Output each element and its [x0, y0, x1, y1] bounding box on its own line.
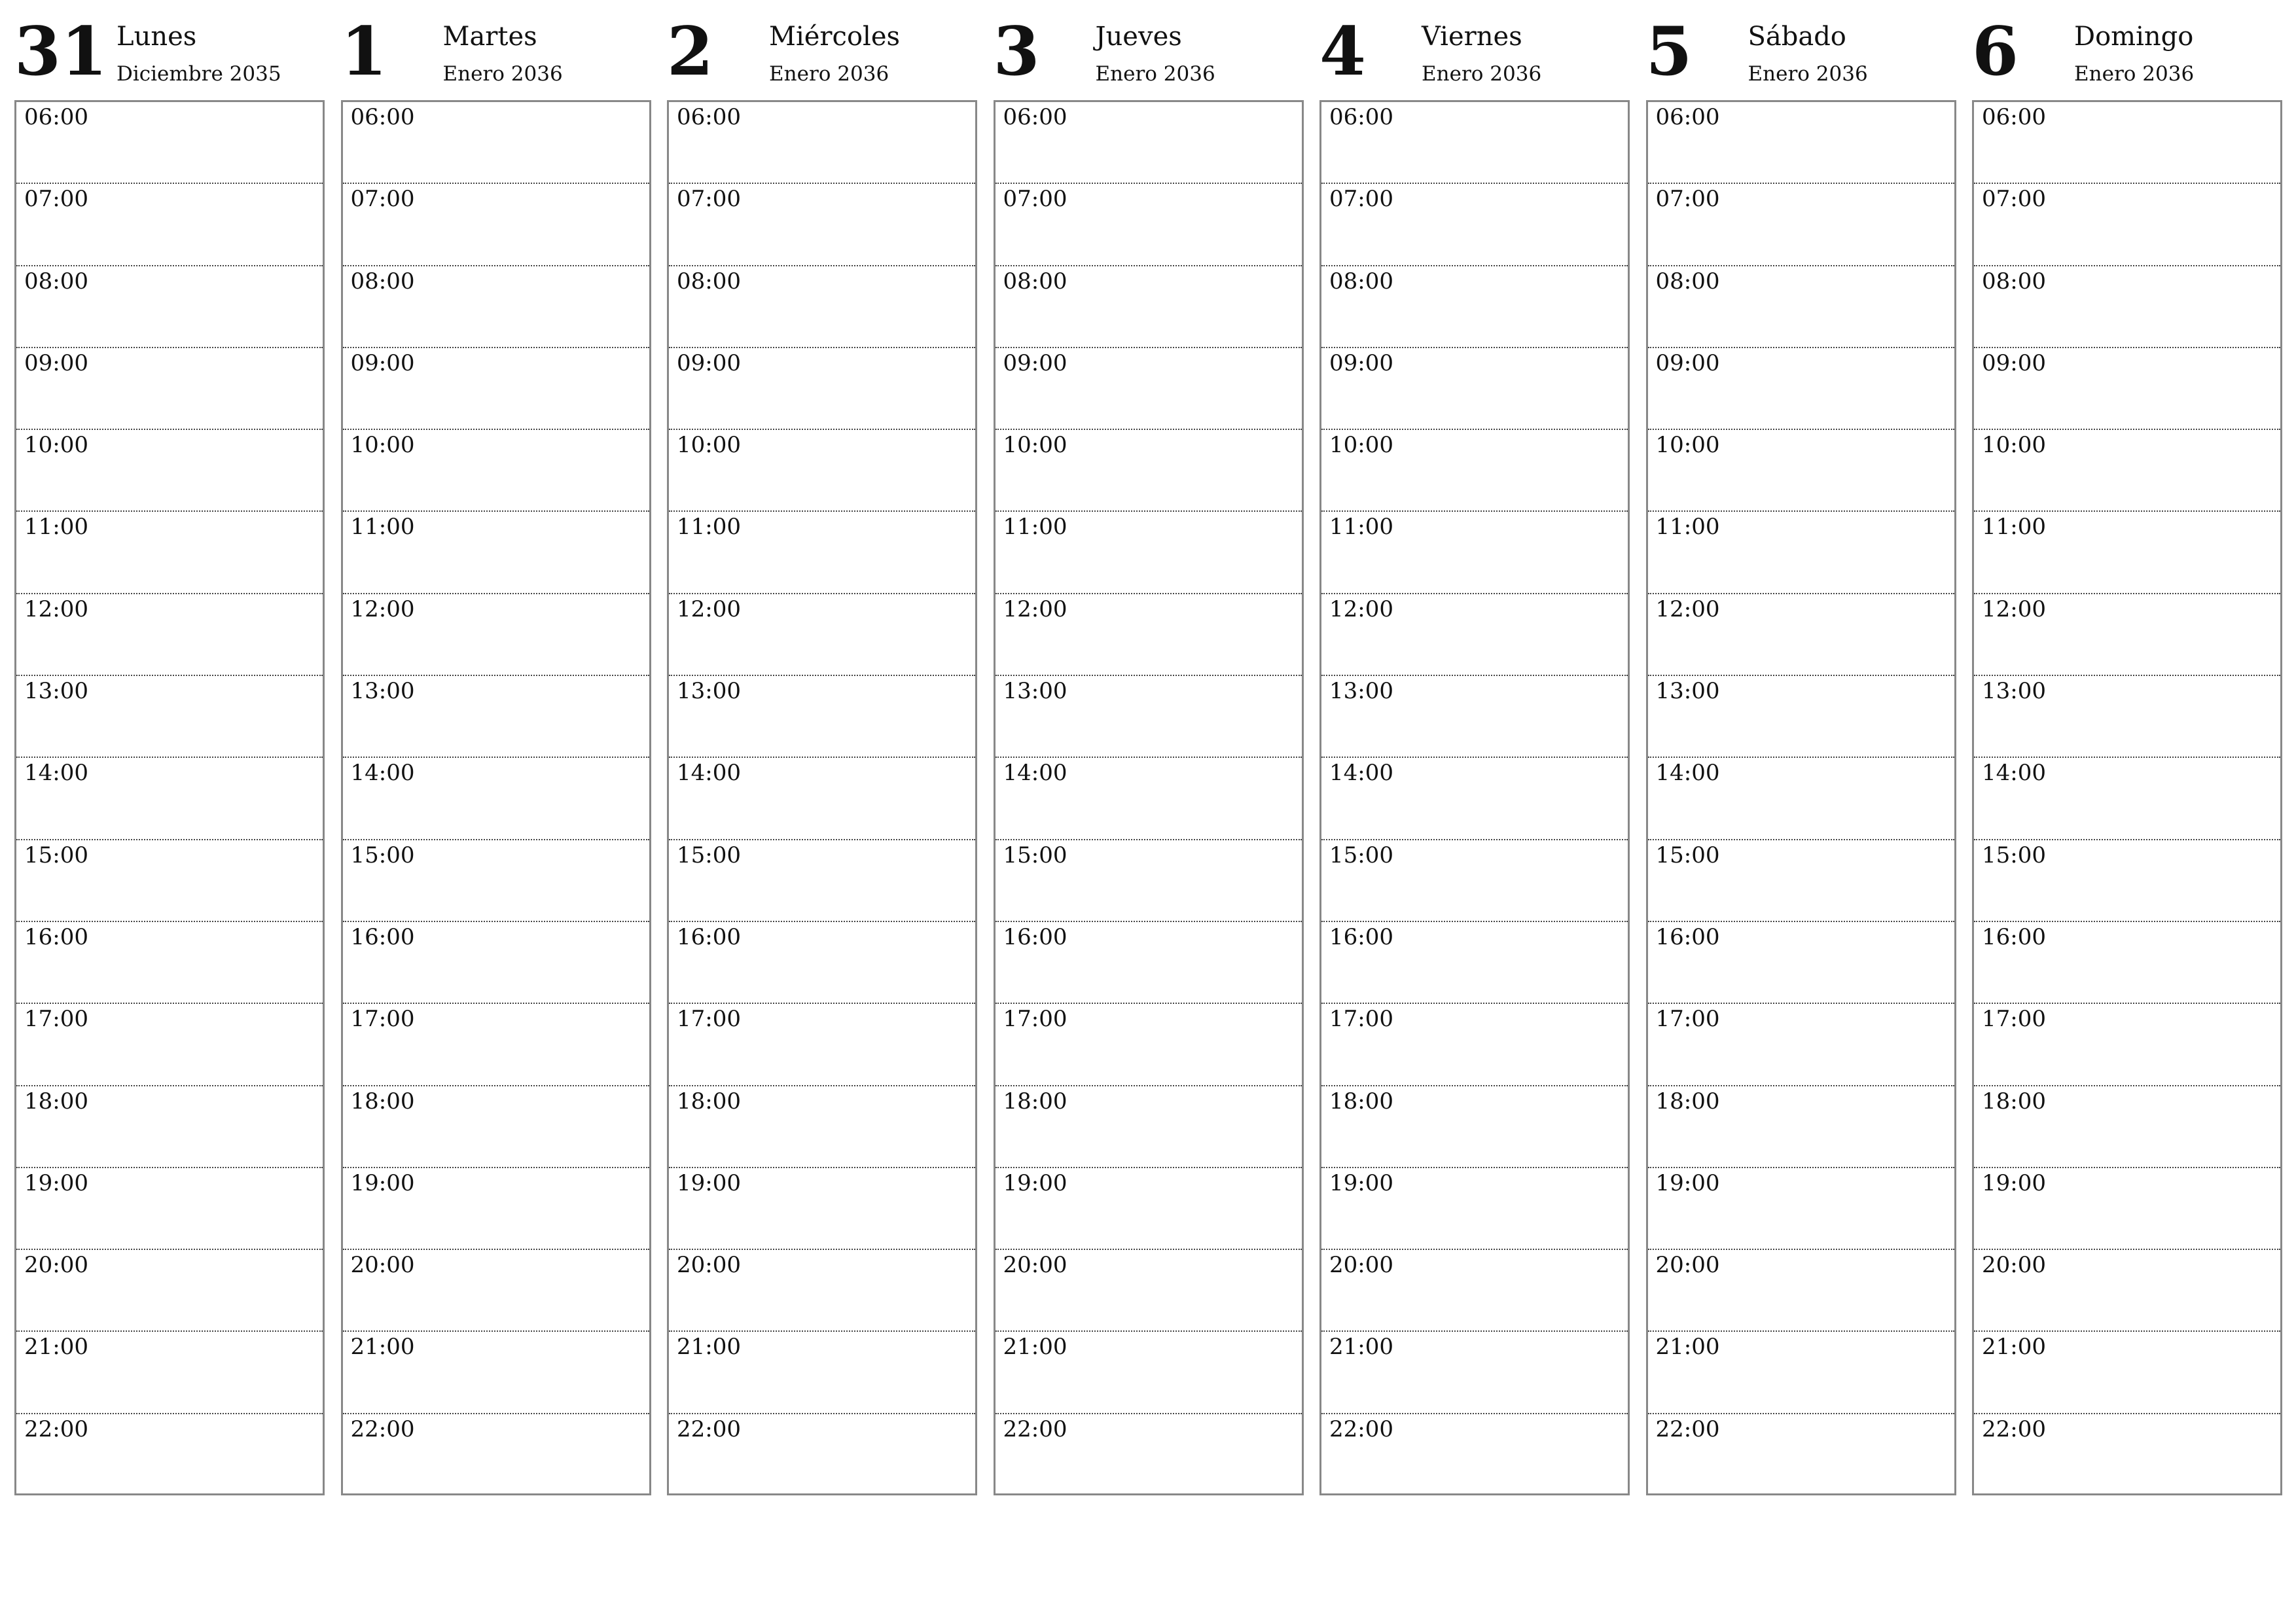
- time-slot[interactable]: [1648, 348, 1954, 430]
- time-slot[interactable]: [1974, 102, 2280, 184]
- day-number: 2: [667, 12, 713, 91]
- time-label: 11:00: [1982, 514, 2046, 541]
- time-slot[interactable]: [996, 1004, 1302, 1086]
- time-slot[interactable]: [669, 1332, 975, 1414]
- time-slot[interactable]: [343, 594, 649, 676]
- time-slot[interactable]: [669, 430, 975, 512]
- time-slot[interactable]: [343, 512, 649, 594]
- time-label: 09:00: [677, 349, 741, 376]
- time-slot[interactable]: [16, 1004, 323, 1086]
- time-label: 08:00: [1982, 268, 2046, 294]
- time-label: 12:00: [24, 596, 88, 622]
- time-label: 19:00: [1655, 1169, 1720, 1196]
- time-label: 22:00: [1003, 1416, 1067, 1442]
- day-number: 4: [1319, 12, 1366, 91]
- time-label: 19:00: [1003, 1169, 1067, 1196]
- day-name: Jueves: [1095, 22, 1182, 52]
- time-slot[interactable]: [996, 676, 1302, 758]
- time-label: 10:00: [1655, 432, 1720, 459]
- time-slot[interactable]: [669, 1414, 975, 1496]
- time-label: 06:00: [1329, 104, 1393, 130]
- time-label: 11:00: [1329, 514, 1393, 541]
- time-slot[interactable]: [996, 430, 1302, 512]
- day-schedule-box: [1319, 100, 1630, 1495]
- day-schedule-box: [14, 100, 325, 1495]
- time-slot[interactable]: [1648, 1332, 1954, 1414]
- day-name: Martes: [442, 22, 537, 52]
- time-slot[interactable]: [1648, 594, 1954, 676]
- time-slot[interactable]: [1648, 1168, 1954, 1250]
- time-slot[interactable]: [16, 1332, 323, 1414]
- month-label: Diciembre 2035: [117, 62, 281, 86]
- time-label: 15:00: [350, 842, 415, 868]
- time-label: 12:00: [677, 596, 741, 622]
- day-number: 6: [1972, 12, 2018, 91]
- time-slot[interactable]: [343, 266, 649, 348]
- month-label: Enero 2036: [1422, 62, 1542, 86]
- time-label: 18:00: [1329, 1088, 1393, 1115]
- time-slot[interactable]: [669, 594, 975, 676]
- time-label: 06:00: [350, 104, 415, 130]
- time-label: 11:00: [1003, 514, 1067, 541]
- time-slot[interactable]: [16, 1250, 323, 1332]
- time-slot[interactable]: [996, 1086, 1302, 1168]
- time-slot[interactable]: [1321, 1004, 1628, 1086]
- time-slot[interactable]: [1321, 348, 1628, 430]
- time-label: 10:00: [1982, 432, 2046, 459]
- time-label: 20:00: [1982, 1252, 2046, 1279]
- day-schedule-box: [667, 100, 977, 1495]
- time-slot[interactable]: [1974, 922, 2280, 1004]
- time-slot[interactable]: [669, 1250, 975, 1332]
- time-label: 10:00: [1003, 432, 1067, 459]
- time-slot[interactable]: [1974, 430, 2280, 512]
- time-slot[interactable]: [1648, 266, 1954, 348]
- time-label: 17:00: [1329, 1006, 1393, 1033]
- time-label: 06:00: [24, 104, 88, 130]
- time-slot[interactable]: [1648, 1414, 1954, 1496]
- time-label: 14:00: [24, 760, 88, 787]
- time-label: 21:00: [350, 1334, 415, 1361]
- time-slot[interactable]: [343, 184, 649, 266]
- time-label: 14:00: [1655, 760, 1720, 787]
- time-slot[interactable]: [1974, 266, 2280, 348]
- time-label: 13:00: [677, 678, 741, 705]
- time-label: 13:00: [1982, 678, 2046, 705]
- time-label: 22:00: [350, 1416, 415, 1442]
- time-label: 14:00: [1003, 760, 1067, 787]
- time-slot[interactable]: [1974, 348, 2280, 430]
- time-label: 09:00: [350, 349, 415, 376]
- time-slot[interactable]: [1321, 922, 1628, 1004]
- time-slot[interactable]: [16, 1168, 323, 1250]
- time-label: 15:00: [1655, 842, 1720, 868]
- time-label: 16:00: [1003, 923, 1067, 950]
- time-label: 22:00: [24, 1416, 88, 1442]
- day-schedule-box: [1972, 100, 2282, 1495]
- time-slot[interactable]: [16, 1086, 323, 1168]
- time-label: 11:00: [350, 514, 415, 541]
- time-label: 06:00: [1982, 104, 2046, 130]
- time-label: 20:00: [677, 1252, 741, 1279]
- time-label: 18:00: [24, 1088, 88, 1115]
- time-slot[interactable]: [1321, 676, 1628, 758]
- day-number: 5: [1645, 12, 1693, 91]
- time-slot[interactable]: [1974, 1250, 2280, 1332]
- time-label: 22:00: [1655, 1416, 1720, 1442]
- time-label: 18:00: [1003, 1088, 1067, 1115]
- time-slot[interactable]: [16, 758, 323, 840]
- time-label: 19:00: [350, 1169, 415, 1196]
- time-label: 14:00: [350, 760, 415, 787]
- time-label: 11:00: [24, 514, 88, 541]
- time-label: 08:00: [1329, 268, 1393, 294]
- time-slot[interactable]: [1648, 1086, 1954, 1168]
- time-label: 18:00: [677, 1088, 741, 1115]
- day-name: Lunes: [117, 22, 197, 52]
- time-slot[interactable]: [1321, 102, 1628, 184]
- month-label: Enero 2036: [1095, 62, 1215, 86]
- day-number: 3: [993, 12, 1040, 91]
- time-slot[interactable]: [16, 348, 323, 430]
- time-label: 08:00: [1655, 268, 1720, 294]
- day-name: Domingo: [2074, 22, 2194, 52]
- time-slot[interactable]: [16, 266, 323, 348]
- month-label: Enero 2036: [1748, 62, 1868, 86]
- time-slot[interactable]: [1974, 1414, 2280, 1496]
- time-slot[interactable]: [1321, 758, 1628, 840]
- month-label: Enero 2036: [769, 62, 889, 86]
- time-label: 21:00: [1982, 1334, 2046, 1361]
- time-label: 12:00: [1982, 596, 2046, 622]
- time-slot[interactable]: [996, 102, 1302, 184]
- time-slot[interactable]: [1648, 1250, 1954, 1332]
- time-slot[interactable]: [669, 266, 975, 348]
- time-label: 16:00: [1329, 923, 1393, 950]
- time-label: 19:00: [677, 1169, 741, 1196]
- time-slot[interactable]: [996, 184, 1302, 266]
- time-slot[interactable]: [996, 758, 1302, 840]
- time-slot[interactable]: [16, 922, 323, 1004]
- time-slot[interactable]: [996, 1168, 1302, 1250]
- time-slot[interactable]: [669, 1086, 975, 1168]
- day-header: [12, 12, 325, 100]
- time-slot[interactable]: [1321, 1332, 1628, 1414]
- time-slot[interactable]: [1648, 184, 1954, 266]
- time-label: 16:00: [677, 923, 741, 950]
- time-slot[interactable]: [16, 430, 323, 512]
- day-name: Sábado: [1748, 22, 1846, 52]
- time-slot[interactable]: [996, 512, 1302, 594]
- time-label: 12:00: [1329, 596, 1393, 622]
- time-label: 17:00: [350, 1006, 415, 1033]
- time-slot[interactable]: [669, 840, 975, 922]
- time-slot[interactable]: [1321, 512, 1628, 594]
- time-label: 21:00: [1329, 1334, 1393, 1361]
- day-column: [338, 12, 651, 1442]
- time-slot[interactable]: [16, 1414, 323, 1496]
- time-slot[interactable]: [1974, 512, 2280, 594]
- time-label: 13:00: [1329, 678, 1393, 705]
- time-slot[interactable]: [1321, 1168, 1628, 1250]
- time-label: 18:00: [1982, 1088, 2046, 1115]
- time-label: 15:00: [1329, 842, 1393, 868]
- time-label: 13:00: [24, 678, 88, 705]
- time-label: 19:00: [24, 1169, 88, 1196]
- time-slot[interactable]: [669, 922, 975, 1004]
- time-slot[interactable]: [343, 102, 649, 184]
- time-label: 09:00: [1655, 349, 1720, 376]
- time-slot[interactable]: [1974, 594, 2280, 676]
- time-label: 08:00: [24, 268, 88, 294]
- day-header: [1317, 12, 1630, 100]
- day-column: [1643, 12, 1956, 1442]
- time-slot[interactable]: [1648, 922, 1954, 1004]
- time-label: 08:00: [677, 268, 741, 294]
- time-label: 07:00: [350, 186, 415, 213]
- time-slot[interactable]: [343, 758, 649, 840]
- time-label: 20:00: [1329, 1252, 1393, 1279]
- time-label: 06:00: [677, 104, 741, 130]
- time-slot[interactable]: [1974, 758, 2280, 840]
- time-label: 16:00: [24, 923, 88, 950]
- time-label: 20:00: [1003, 1252, 1067, 1279]
- time-label: 09:00: [1003, 349, 1067, 376]
- day-column: [991, 12, 1304, 1442]
- time-slot[interactable]: [16, 840, 323, 922]
- time-slot[interactable]: [669, 1004, 975, 1086]
- day-number: 1: [340, 12, 387, 91]
- time-slot[interactable]: [343, 1004, 649, 1086]
- time-label: 16:00: [1655, 923, 1720, 950]
- day-name: Viernes: [1422, 22, 1522, 52]
- time-label: 07:00: [24, 186, 88, 213]
- time-slot[interactable]: [1648, 840, 1954, 922]
- time-label: 13:00: [1655, 678, 1720, 705]
- time-slot[interactable]: [1648, 1004, 1954, 1086]
- time-label: 15:00: [677, 842, 741, 868]
- day-header: [338, 12, 651, 100]
- time-slot[interactable]: [996, 840, 1302, 922]
- day-name: Miércoles: [769, 22, 901, 52]
- time-slot[interactable]: [1648, 430, 1954, 512]
- time-label: 20:00: [1655, 1252, 1720, 1279]
- time-label: 14:00: [1329, 760, 1393, 787]
- time-slot[interactable]: [1974, 1332, 2280, 1414]
- time-slot[interactable]: [1648, 676, 1954, 758]
- time-label: 16:00: [350, 923, 415, 950]
- time-slot[interactable]: [996, 594, 1302, 676]
- day-column: [664, 12, 977, 1442]
- month-label: Enero 2036: [2074, 62, 2195, 86]
- time-label: 10:00: [677, 432, 741, 459]
- time-slot[interactable]: [1974, 676, 2280, 758]
- time-slot[interactable]: [669, 348, 975, 430]
- time-slot[interactable]: [669, 1168, 975, 1250]
- time-label: 15:00: [24, 842, 88, 868]
- time-slot[interactable]: [669, 758, 975, 840]
- time-slot[interactable]: [16, 102, 323, 184]
- time-label: 17:00: [1003, 1006, 1067, 1033]
- time-slot[interactable]: [1648, 758, 1954, 840]
- time-slot[interactable]: [1321, 1086, 1628, 1168]
- time-label: 17:00: [1655, 1006, 1720, 1033]
- time-label: 07:00: [1982, 186, 2046, 213]
- time-label: 10:00: [24, 432, 88, 459]
- time-slot[interactable]: [1321, 430, 1628, 512]
- time-slot[interactable]: [669, 512, 975, 594]
- time-slot[interactable]: [343, 840, 649, 922]
- time-label: 07:00: [1655, 186, 1720, 213]
- day-schedule-box: [341, 100, 651, 1495]
- time-slot[interactable]: [1974, 184, 2280, 266]
- time-slot[interactable]: [1321, 594, 1628, 676]
- time-slot[interactable]: [343, 1250, 649, 1332]
- time-slot[interactable]: [343, 348, 649, 430]
- time-slot[interactable]: [996, 1250, 1302, 1332]
- time-slot[interactable]: [343, 1086, 649, 1168]
- time-slot[interactable]: [343, 1168, 649, 1250]
- day-header: [991, 12, 1304, 100]
- time-slot[interactable]: [16, 184, 323, 266]
- time-label: 06:00: [1655, 104, 1720, 130]
- time-slot[interactable]: [996, 922, 1302, 1004]
- time-label: 21:00: [1655, 1334, 1720, 1361]
- time-label: 12:00: [1655, 596, 1720, 622]
- time-label: 15:00: [1982, 842, 2046, 868]
- time-label: 13:00: [350, 678, 415, 705]
- day-header: [1969, 12, 2282, 100]
- time-slot[interactable]: [669, 676, 975, 758]
- time-label: 14:00: [1982, 760, 2046, 787]
- time-slot[interactable]: [343, 1414, 649, 1496]
- time-slot[interactable]: [343, 430, 649, 512]
- time-label: 18:00: [350, 1088, 415, 1115]
- time-label: 22:00: [1329, 1416, 1393, 1442]
- time-slot[interactable]: [343, 676, 649, 758]
- time-slot[interactable]: [1974, 1004, 2280, 1086]
- day-header: [664, 12, 977, 100]
- time-label: 17:00: [24, 1006, 88, 1033]
- day-schedule-box: [1646, 100, 1956, 1495]
- time-slot[interactable]: [16, 676, 323, 758]
- time-label: 12:00: [1003, 596, 1067, 622]
- time-label: 17:00: [1982, 1006, 2046, 1033]
- time-slot[interactable]: [16, 512, 323, 594]
- time-label: 21:00: [1003, 1334, 1067, 1361]
- time-label: 10:00: [350, 432, 415, 459]
- time-slot[interactable]: [1648, 512, 1954, 594]
- time-slot[interactable]: [343, 922, 649, 1004]
- time-slot[interactable]: [343, 1332, 649, 1414]
- time-slot[interactable]: [1321, 184, 1628, 266]
- time-label: 20:00: [24, 1252, 88, 1279]
- time-label: 11:00: [677, 514, 741, 541]
- time-label: 18:00: [1655, 1088, 1720, 1115]
- time-slot[interactable]: [1648, 102, 1954, 184]
- time-label: 17:00: [677, 1006, 741, 1033]
- day-column: [1969, 12, 2282, 1442]
- time-label: 19:00: [1329, 1169, 1393, 1196]
- time-label: 12:00: [350, 596, 415, 622]
- time-label: 07:00: [1003, 186, 1067, 213]
- time-label: 21:00: [24, 1334, 88, 1361]
- time-label: 20:00: [350, 1252, 415, 1279]
- time-label: 22:00: [1982, 1416, 2046, 1442]
- time-slot[interactable]: [1974, 1168, 2280, 1250]
- time-label: 06:00: [1003, 104, 1067, 130]
- time-slot[interactable]: [1321, 1250, 1628, 1332]
- day-schedule-box: [994, 100, 1304, 1495]
- time-label: 08:00: [1003, 268, 1067, 294]
- time-label: 09:00: [1329, 349, 1393, 376]
- time-label: 07:00: [677, 186, 741, 213]
- time-slot[interactable]: [1321, 840, 1628, 922]
- day-column: [1317, 12, 1630, 1442]
- time-label: 07:00: [1329, 186, 1393, 213]
- time-slot[interactable]: [16, 594, 323, 676]
- time-label: 15:00: [1003, 842, 1067, 868]
- time-label: 19:00: [1982, 1169, 2046, 1196]
- day-number: 31: [14, 12, 107, 91]
- time-label: 10:00: [1329, 432, 1393, 459]
- time-label: 16:00: [1982, 923, 2046, 950]
- time-label: 21:00: [677, 1334, 741, 1361]
- time-slot[interactable]: [996, 1414, 1302, 1496]
- time-label: 08:00: [350, 268, 415, 294]
- time-slot[interactable]: [996, 348, 1302, 430]
- time-label: 09:00: [1982, 349, 2046, 376]
- time-label: 13:00: [1003, 678, 1067, 705]
- time-slot[interactable]: [1321, 1414, 1628, 1496]
- time-label: 22:00: [677, 1416, 741, 1442]
- time-label: 11:00: [1655, 514, 1720, 541]
- time-label: 09:00: [24, 349, 88, 376]
- day-header: [1643, 12, 1956, 100]
- time-slot[interactable]: [1321, 266, 1628, 348]
- time-slot[interactable]: [669, 184, 975, 266]
- time-slot[interactable]: [1974, 840, 2280, 922]
- time-slot[interactable]: [669, 102, 975, 184]
- month-label: Enero 2036: [442, 62, 563, 86]
- time-slot[interactable]: [1974, 1086, 2280, 1168]
- time-slot[interactable]: [996, 1332, 1302, 1414]
- time-slot[interactable]: [996, 266, 1302, 348]
- time-label: 14:00: [677, 760, 741, 787]
- day-column: [12, 12, 325, 1442]
